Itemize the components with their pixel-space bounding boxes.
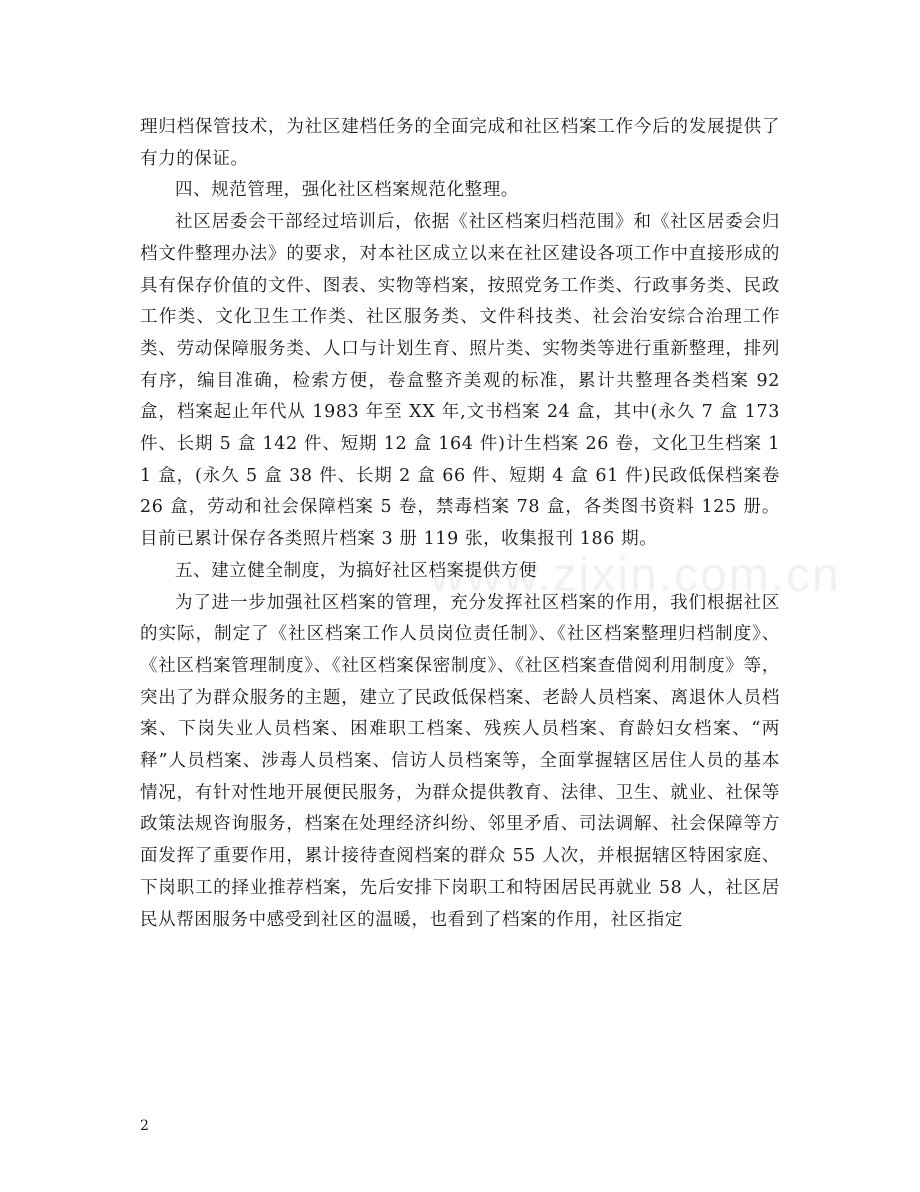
section-heading-5: 五、建立健全制度，为搞好社区档案提供方便 (175, 560, 537, 581)
paragraph-archive-system: 为了进一步加强社区档案的管理，充分发挥社区档案的作用，我们根据社区的实际，制定了《社区档案工作人员岗位责任制》、《社区档案整理归档制度》、《社区档案管理制度》、《社区档案保密制度》、《社区档案查借阅利用制度》等，突出了为群众服务的主题，建立了民政低保档案、老龄人员档案、离退休人员档案、下岗失业人员档案、困难职工档案、残疾人员档案、育龄妇女档案、“两释”人员档案、涉毒人员档案、信访人员档案等，全面掌握辖区居住人员的基本情况，有针对性地开展便民服务，为群众提供教育、法律、卫生、就业、社保等政策法规咨询服务，档案在处理经济纠纷、邻里矛盾、司法调解、社会保障等方面发挥了重要作用，累计接待查阅档案的群众 55 人次，并根据辖区特困家庭、下岗职工的择业推荐档案，先后安排下岗职工和特困居民再就业 58 人，社区居民从帮困服务中感受到社区的温暖，也看到了档案的作用，社区指定 (140, 592, 780, 930)
paragraph-archive-organization: 社区居委会干部经过培训后，依据《社区档案归档范围》和《社区居委会归档文件整理办法》的要求，对本社区成立以来在社区建设各项工作中直接形成的具有保存价值的文件、图表、实物等档案，按照党务工作类、行政事务类、民政工作类、文化卫生工作类、社区服务类、文件科技类、社会治安综合治理工作类、劳动保障服务类、人口与计划生育、照片类、实物类等进行重新整理，排列有序，编目准确，检索方便，卷盒整齐美观的标准，累计共整理各类档案 92 盒，档案起止年代从 1983 年至 XX 年,文书档案 24 盒，其中(永久 7 盒 173 件、长期 5 盒 142 件、短期 12 盒 164 件)计生档案 26 卷，文化卫生档案 11 盒，(永久 5 盒 38 件、长期 2 盒 66 件、短期 4 盒 61 件)民政低保档案卷 26 盒，劳动和社会保障档案 5 卷，禁毒档案 78 盒，各类图书资料 125 册。目前已累计保存各类照片档案 3 册 119 张，收集报刊 186 期。 (140, 212, 780, 550)
document-body (140, 112, 780, 936)
watermark-text: www.zixin.com.cn (430, 549, 841, 602)
paragraph-1: 理归档保管技术，为社区建档任务的全面完成和社区档案工作今后的发展提供了有力的保证。 (140, 117, 780, 169)
page-number: 2 (140, 1118, 149, 1134)
section-heading-4: 四、规范管理，强化社区档案规范化整理。 (175, 180, 519, 201)
